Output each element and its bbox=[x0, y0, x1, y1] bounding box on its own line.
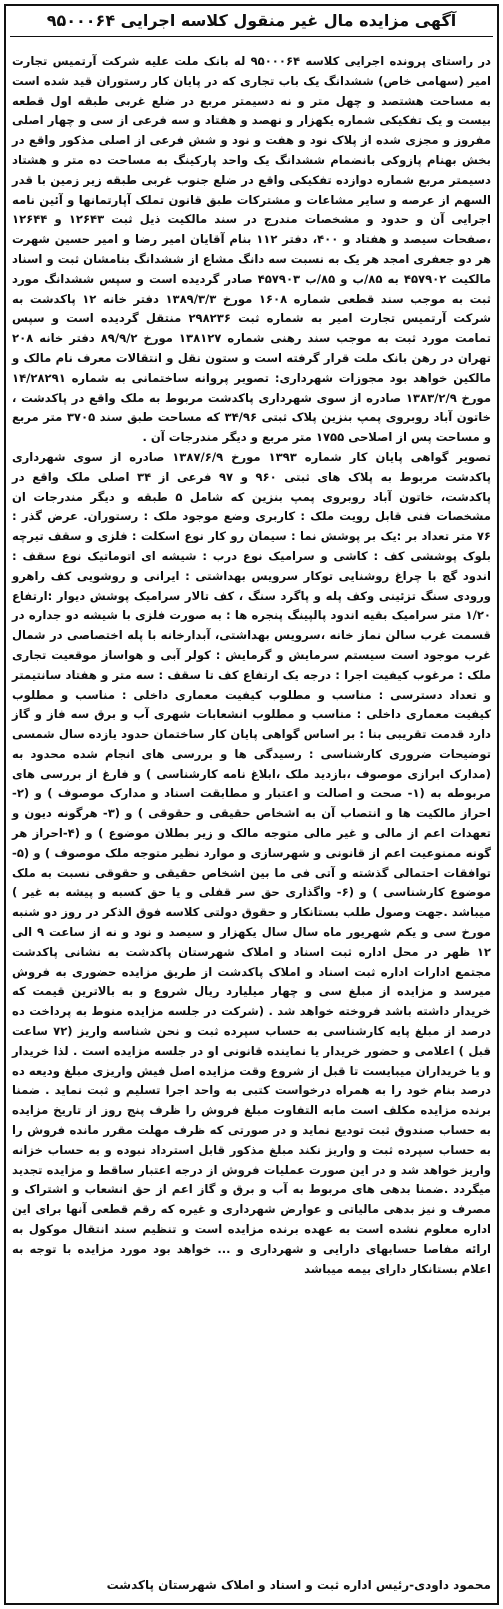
notice-title: آگهی مزایده مال غیر منقول کلاسه اجرایی ۹۵۰۰۰۶۴ bbox=[10, 10, 493, 37]
notice-body bbox=[12, 52, 491, 1279]
notice-paragraph: تصویر گواهی پایان کار شماره ۱۳۹۳ مورخ ۱۳۸۷/۶/۹ صادره از سوی شهرداری پاکدشت مربوط به پلاک های ثبتی ۹۶۰ و ۹۷ فرعی از ۳۴ اصلی ملک واقع در پاکدشت، خاتون آباد روبروی پمپ بنزین که شامل ۵ طبقه و دیگر مندرجات ان مشخصات فنی قابل رویت ملک : کاربری وضع موجود ملک : رستوران. عرض گذر : ۷۶ متر تعداد بر :یک بر پوشش نما : سیمان رو کار نوع اسکلت : فلزی و سقف تیرچه بلوک پوششی کف : کاشی و سرامیک نوع درب : شیشه ای اتوماتیک نوع سقف : اندود گچ با چراغ روشنایی توکار سرویس بهداشتی : ایرانی و روشویی کف راهرو ورودی سنگ تزئینی وکف پله و پاگرد سنگ ، کف تالار سرامیک پوشش دیوار :ارتفاع ۱/۲۰ متر سرامیک بقیه اندود پالپینگ پنجره ها : به صورت فلزی با شیشه دو جداره در قسمت غرب سالن نماز خانه ،سرویس بهداشتی، آبدارخانه با پله اختصاصی در شمال غرب موجود است سیستم سرمایش و گرمایش : کولر آبی و هواساز موقعیت تجاری ملک : مرغوب کیفیت اجرا : درجه یک ارتفاع کف تا سقف : سه متر و هفتاد سانتیمتر و تعداد دسترسی : مناسب و مطلوب کیفیت معماری داخلی : مناسب و مطلوب کیفیت معماری داخلی : مناسب و مطلوب انشعابات شهری آب و برق سه فاز و گاز دارد قدمت تقریبی بنا : بر اساس گواهی پایان کار ساختمان حدود یازده سال شمسی توضیحات ضروری کارشناسی : رسیدگی ها و بررسی های انجام شده محدود به (مدارک ابرازی موصوف ،بازدید ملک ،ابلاغ نامه کارشناسی ) و فارغ از بررسی های مربوطه به (۱- صحت و اصالت و اعتبار و مطابقت اسناد و مدارک موصوف ) و (۲-احراز مالکیت ها و انتصاب آن به اشخاص حقیقی و حقوقی ) و (۳- هرگونه دیون و تعهدات اعم از مالی و غیر مالی متوجه مالک و زیر بطلان موضوع ) و (۴-احراز هر گونه ممنوعیت اعم از قانونی و شهرسازی و موارد نظیر متوجه ملک موصوف ) و (۵-توافقات احتمالی گذشته و آتی فی ما بین اشخاص حقیقی و حقوقی نسبت به ملک موضوع کارشناسی ) و (۶- واگذاری حق سر قفلی و یا حق کسبه و پیشه به غیر ) میباشد .جهت وصول طلب بستانکار و حقوق دولتی کلاسه فوق الذکر در روز دو شنبه مورخ سی و یکم شهریور ماه سال سال یکهزار و سیصد و نود و نه از ساعت ۹ الی ۱۲ ظهر در محل اداره ثبت اسناد و املاک شهرستان پاکدشت به نشانی پاکدشت مجتمع ادارات اداره ثبت اسناد و املاک پاکدشت از طریق مزایده حضوری به فروش میرسد و مزایده از مبلغ سی و چهار میلیارد ریال شروع و به بالاترین قیمت که خریدار داشته باشد فروخته خواهد شد . (شرکت در جلسه مزایده منوط به پرداخت ده درصد از مبلغ پایه کارشناسی به حساب سپرده ثبت و نحن شناسه واریز (۷۲ ساعت قبل ) اعلامی و حضور خریدار یا نماینده قانونی او در جلسه مزایده است . لذا خریدار و یا خریداران میبایست تا قبل از شروع وقت مزایده اصل فیش واریزی مبلغ ودیعه ده درصد بنام خود را به همراه درخواست کتبی به واحد اجرا تسلیم و ثبت نماید . ضمنا برنده مزایده مکلف است مابه التفاوت مبلغ فروش را ظرف پنج روز از تاریخ مزایده به حساب صندوق ثبت تودیع نماید و در صورتی که ظرف مهلت مقرر مانده فروش را به حساب سپرده ثبت و واریز نکند مبلغ مذکور قابل استرداد نبوده و به حساب خزانه واریز خواهد شد و در این صورت عملیات فروش از درجه اعتبار ساقط و مزایده تجدید میگردد .ضمنا بدهی های مربوط به آب و برق و گاز اعم از حق انشعاب و اشتراک و مصرف و نیز بدهی مالیاتی و عوارض شهرداری و غیره که رقم قطعی آنها برای این اداره معلوم نشده است به عهده برنده مزایده است و تنظیم سند انتقال موکول به ارائه مفاصا حسابهای دارایی و شهرداری و ... خواهد بود مورد مزایده با توجه به اعلام بستانکار دارای بیمه میباشد bbox=[12, 449, 492, 1276]
notice-signature: محمود داودی-رئیس اداره ثبت و اسناد و املاک شهرستان پاکدشت bbox=[106, 1578, 491, 1592]
notice-paragraph: در راستای پرونده اجرایی کلاسه ۹۵۰۰۰۶۴ له بانک ملت علیه شرکت آرتمیس تجارت امیر (سهامی خاص) ششدانگ یک باب تجاری که در پایان کار رستوران قید شده است به مساحت هشتصد و چهل متر و نه دسیمتر مربع در ضلع غربی طبقه اول قطعه بیست و یک تفکیکی شماره یکهزار و نهصد و هفتاد و سه فرعی از سی و چهار اصلی مفروز و مجزی شده از پلاک نود و هفت و نود و شش فرعی از اصلی مذکور واقع در بخش بهنام پازوکی بانضمام ششدانگ یک واحد پارکینگ به مساحت ده متر و هشتاد دسیمتر مربع شماره دوازده تفکیکی واقع در ضلع جنوب غربی طبقه زیر زمین با قدر السهم از عرصه و سایر مشاعات و مشترکات طبق قانون تملک آپارتمانها و آئین نامه اجرایی آن و حدود و مشخصات مندرج در سند مالکیت ذیل ثبت ۱۲۶۴۳ و ۱۲۶۴۴ ،صفحات سیصد و هفتاد و ۴۰۰، دفتر ۱۱۲ بنام آقایان امیر رضا و امیر حسین شهرت هر دو جعفری امجد هر یک به نسبت سه دانگ مشاع از ششدانگ بنامشان ثبت و اسناد مالکیت ۴۵۷۹۰۲ به ۸۵/ب و ۸۵/ب ۴۵۷۹۰۳ صادر گردیده است و سپس ششدانگ مورد ثبت به موجب سند قطعی شماره ۱۶۰۸ مورخ ۱۳۸۹/۳/۳ دفتر خانه ۱۲ پاکدشت به شرکت آرتمیس تجارت امیر به شماره ثبت ۲۹۸۲۳۶ منتقل گردیده است و سپس تمامت مورد ثبت به موجب سند رهنی شماره ۱۳۸۱۲۷ مورخ ۸۹/۹/۲ دفتر خانه ۲۰۸ تهران در رهن بانک ملت قرار گرفته است و ستون نقل و انتقالات معرف نام مالک و مالکین خواهد بود مجوزات شهرداری: تصویر پروانه ساختمانی به شماره ۱۴/۲۸۲۹۱ مورخ ۱۳۸۳/۲/۹ صادره از سوی شهرداری پاکدشت مربوط به ملک واقع در پاکدشت ، خاتون آباد روبروی پمپ بنزین پلاک ثبتی ۳۴/۹۶ که مساحت طبق سند ۳۷۰۵ متر مربع و مساحت پس از اصلاحی ۱۷۵۵ متر مربع و دیگر مندرجات آن . bbox=[12, 54, 492, 445]
